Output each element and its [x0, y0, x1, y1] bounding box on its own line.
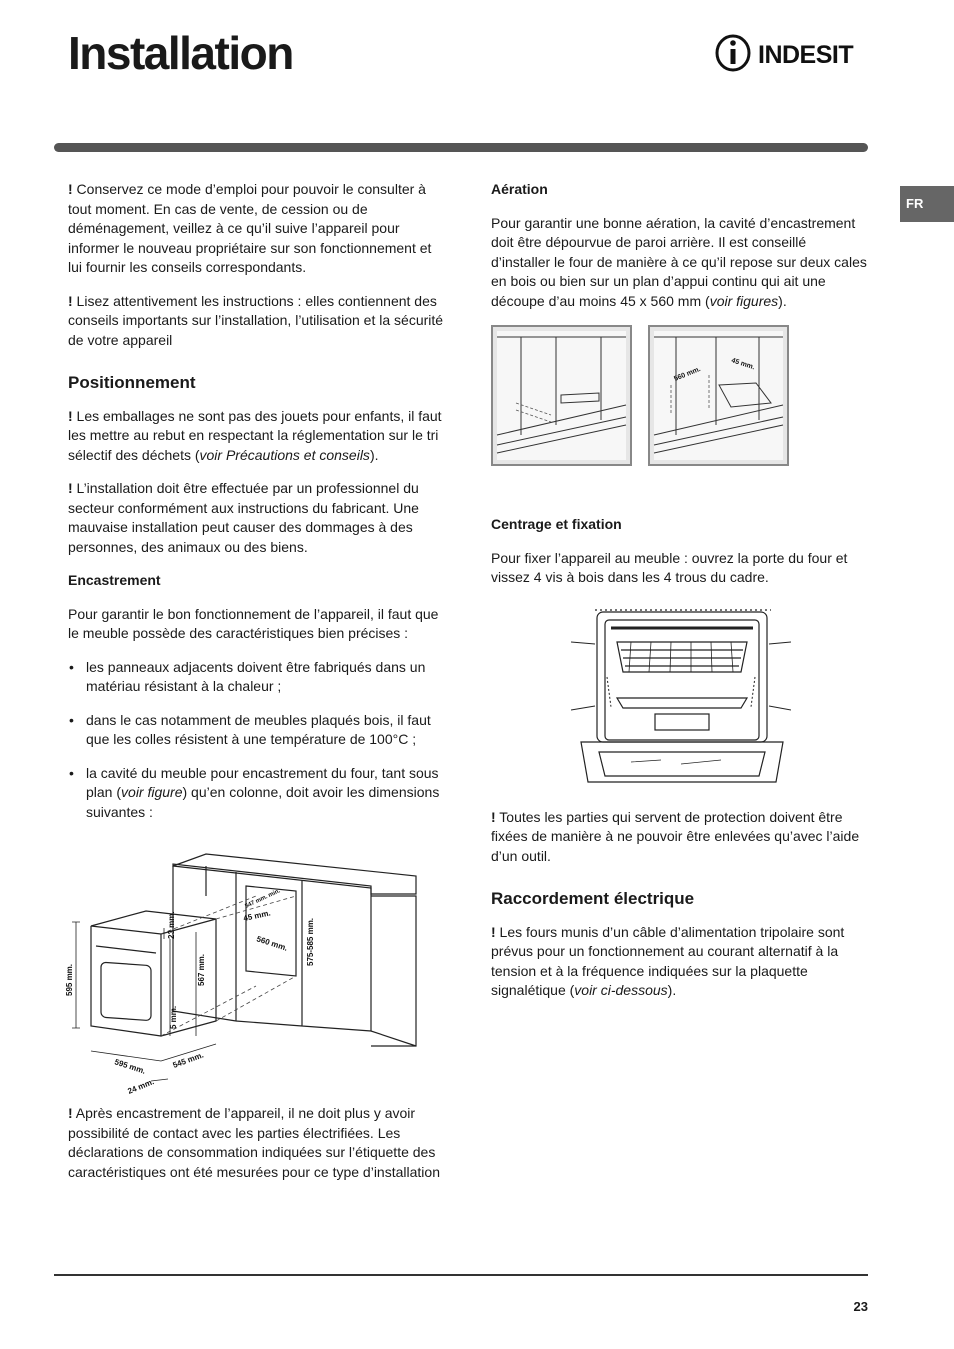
- brand-text: INDESIT: [758, 41, 854, 69]
- indesit-logo: [714, 32, 870, 74]
- page-number: 23: [853, 1299, 868, 1314]
- paragraph-after-installation: ! Après encastrement de l’appareil, il ne doit plus y avoir possibilité de contact avec les parties électrifiées. Les déclarations de consommation indiquées sur l’étiquette des caractéristiques ont été mesurées pour ce type d’installation: [68, 1105, 440, 1180]
- dim-cavity-width: 560 mm.: [255, 934, 289, 953]
- dim-door-depth: 24 mm.: [126, 1077, 156, 1096]
- dim-cavity-gap: 45 mm.: [242, 908, 272, 923]
- language-tab: FR: [900, 186, 954, 222]
- page-title: Installation: [68, 27, 293, 79]
- paragraph-electrical: ! Les fours munis d’un câble d’alimentation tripolaire sont prévus pour un fonctionnement au courant alternatif à la tension et à la fréquence indiquées sur la plaquette signalétique (voir ci-dessous).: [491, 923, 845, 998]
- built-in-dimensions-figure: [56, 836, 426, 1096]
- vent-dim-width: 560 mm.: [673, 365, 702, 383]
- dim-oven-depth: 545 mm.: [171, 1050, 205, 1070]
- dim-bottom-gap: 5 mm.: [169, 1005, 178, 1029]
- list-item: • la cavité du meuble pour encastrement du four, tant sous plan (voir figure) qu’en colonne, doit avoir les dimensions suivantes :: [68, 764, 448, 823]
- paragraph-furniture-requirements: Pour garantir le bon fonctionnement de l’appareil, il faut que le meuble possède des caractéristiques bien précises :: [68, 605, 439, 641]
- dim-cavity-min: 547 mm. min.: [244, 888, 282, 910]
- left-column: [65, 180, 448, 1196]
- heading-positionnement: Positionnement: [68, 373, 196, 392]
- vent-dim-gap: 45 mm.: [730, 357, 756, 372]
- paragraph-packaging: ! Les emballages ne sont pas des jouets pour enfants, il faut les mettre au rebut en respectant la réglementation sur le tri sélectif des déchets (voir Précautions et conseils).: [68, 407, 442, 463]
- footer-divider: [54, 1274, 868, 1276]
- heading-centrage: Centrage et fixation: [491, 516, 622, 532]
- header-divider: [54, 143, 868, 152]
- heading-encastrement: Encastrement: [68, 572, 161, 588]
- heading-raccordement: Raccordement électrique: [491, 889, 695, 908]
- dim-cavity-height: 575-585 mm.: [306, 917, 315, 966]
- dim-inner-height: 567 mm.: [197, 953, 206, 986]
- right-column: [491, 180, 869, 1015]
- heading-aeration: Aération: [491, 181, 548, 197]
- paragraph-professional: ! L’installation doit être effectuée par un professionnel du secteur conformément aux instructions du fabricant. Une mauvaise installation peut causer des dommages à des personnes, des animaux ou des biens.: [68, 480, 419, 555]
- list-item: • dans le cas notamment de meubles plaqués bois, il faut que les colles résistent à une température de 100°C ;: [68, 711, 448, 750]
- oven-fixing-figure: [571, 602, 791, 798]
- paragraph-ventilation: Pour garantir une bonne aération, la cavité d’encastrement doit être dépourvue de paroi arrière. Il est conseillé d’installer le four de manière à ce qu’il repose sur deux cales en bois ou bien sur un plan d’appui continu qui ait une découpe d’au moins 45 x 560 mm (voir figures).: [491, 214, 867, 309]
- paragraph-read-instructions: ! Lisez attentivement les instructions : elles contiennent des conseils importants sur l’installation, l’utilisation et la sécurité de votre appareil: [68, 292, 444, 348]
- dim-top-gap: 23 mm.: [167, 911, 176, 939]
- list-item: • les panneaux adjacents doivent être fabriqués dans un matériau résistant à la chaleur ;: [68, 658, 448, 697]
- paragraph-keep-manual: ! Conservez ce mode d’emploi pour pouvoir le consulter à tout moment. En cas de vente, de cession ou de déménagement, veillez à ce qu’il suive l’appareil pour informer le nouveau propriétaire sur son fonctionnement et lui fournir les conseils correspondants.: [68, 181, 432, 275]
- dim-oven-width: 595 mm.: [113, 1057, 147, 1076]
- paragraph-fixing: Pour fixer l’appareil au meuble : ouvrez la porte du four et vissez 4 vis à bois dans les 4 trous du cadre.: [491, 549, 848, 585]
- ventilation-figures: [491, 325, 791, 467]
- requirements-list: [68, 658, 448, 823]
- paragraph-protection: ! Toutes les parties qui servent de protection doivent être fixées de manière à ne pouvoir être enlevées qu’avec l’aide d’un outil.: [491, 808, 860, 864]
- dim-oven-height: 595 mm.: [65, 963, 74, 996]
